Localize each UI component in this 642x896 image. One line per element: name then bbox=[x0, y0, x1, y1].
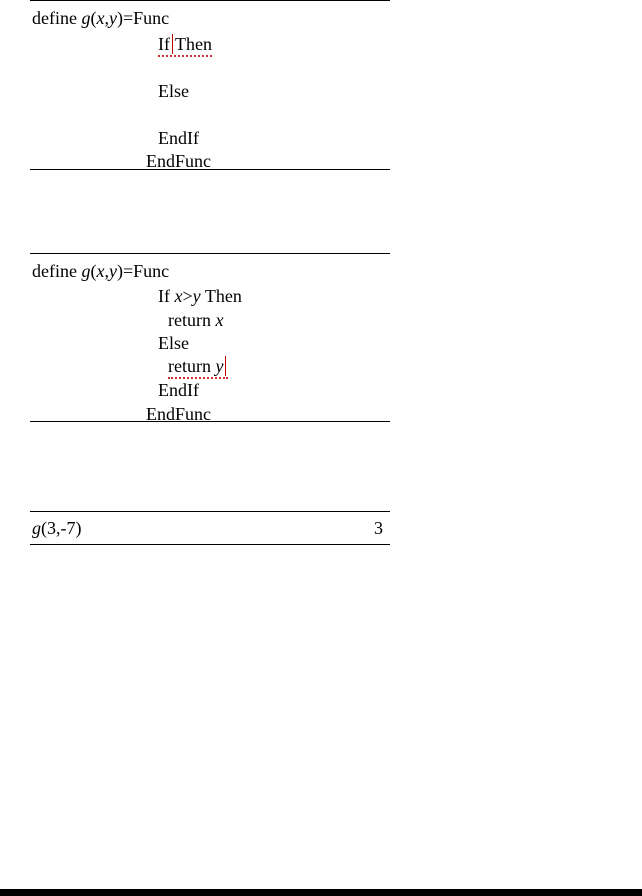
endif-keyword: EndIf bbox=[158, 380, 199, 400]
left-paren: ( bbox=[90, 8, 97, 28]
define-keyword: define bbox=[32, 8, 77, 28]
block3-entry[interactable] bbox=[32, 518, 81, 538]
param-x: x bbox=[96, 8, 105, 28]
text-cursor bbox=[172, 34, 173, 54]
block1-if-line[interactable] bbox=[158, 34, 212, 54]
result-value: 3 bbox=[374, 518, 383, 538]
block3-result bbox=[374, 518, 383, 538]
block1-endfunc-line[interactable] bbox=[146, 151, 211, 171]
text-cursor bbox=[225, 356, 226, 376]
function-name: g bbox=[81, 8, 91, 28]
block2-top-rule bbox=[30, 253, 390, 254]
block1-top-rule bbox=[30, 0, 390, 1]
block1-else-line[interactable] bbox=[158, 81, 189, 101]
block3-bottom-rule bbox=[30, 544, 390, 545]
return-keyword: return bbox=[168, 310, 211, 330]
block3-top-rule bbox=[30, 511, 390, 512]
func-keyword: =Func bbox=[122, 261, 170, 281]
block2-return-y-line[interactable] bbox=[168, 356, 228, 376]
bottom-border bbox=[0, 889, 642, 896]
param-x: x bbox=[96, 261, 105, 281]
return-value-x: x bbox=[215, 310, 224, 330]
block1-define-line[interactable] bbox=[32, 8, 169, 28]
condition-operator: > bbox=[182, 286, 193, 306]
return-y-active[interactable] bbox=[168, 356, 228, 379]
block2-define-line[interactable] bbox=[32, 261, 169, 281]
block2-else-line[interactable] bbox=[158, 333, 189, 353]
comma: , bbox=[104, 261, 109, 281]
condition-y: y bbox=[192, 286, 201, 306]
block2-bottom-rule bbox=[30, 421, 390, 422]
if-then-placeholder[interactable] bbox=[158, 34, 212, 57]
else-keyword: Else bbox=[158, 81, 189, 101]
right-paren: ) bbox=[116, 261, 123, 281]
then-keyword: Then bbox=[204, 286, 242, 306]
condition-x: x bbox=[174, 286, 183, 306]
block1-endif-line[interactable] bbox=[158, 128, 199, 148]
block1-bottom-rule bbox=[30, 169, 390, 170]
block2-return-x-line[interactable] bbox=[168, 310, 223, 330]
else-keyword: Else bbox=[158, 333, 189, 353]
return-value-y: y bbox=[215, 356, 224, 376]
param-y: y bbox=[108, 8, 117, 28]
comma: , bbox=[104, 8, 109, 28]
then-keyword: Then bbox=[175, 34, 212, 54]
endfunc-keyword: EndFunc bbox=[146, 404, 211, 424]
function-name: g bbox=[81, 261, 91, 281]
func-keyword: =Func bbox=[122, 8, 170, 28]
endfunc-keyword: EndFunc bbox=[146, 151, 211, 171]
block2-if-line[interactable] bbox=[158, 286, 242, 306]
if-keyword: If bbox=[158, 34, 170, 54]
endif-keyword: EndIf bbox=[158, 128, 199, 148]
function-name: g bbox=[32, 518, 41, 538]
if-keyword: If bbox=[158, 286, 170, 306]
right-paren: ) bbox=[116, 8, 123, 28]
define-keyword: define bbox=[32, 261, 77, 281]
block2-endif-line[interactable] bbox=[158, 380, 199, 400]
param-y: y bbox=[108, 261, 117, 281]
left-paren: ( bbox=[90, 261, 97, 281]
call-arguments: (3,-7) bbox=[41, 518, 82, 538]
return-keyword: return bbox=[168, 356, 211, 376]
